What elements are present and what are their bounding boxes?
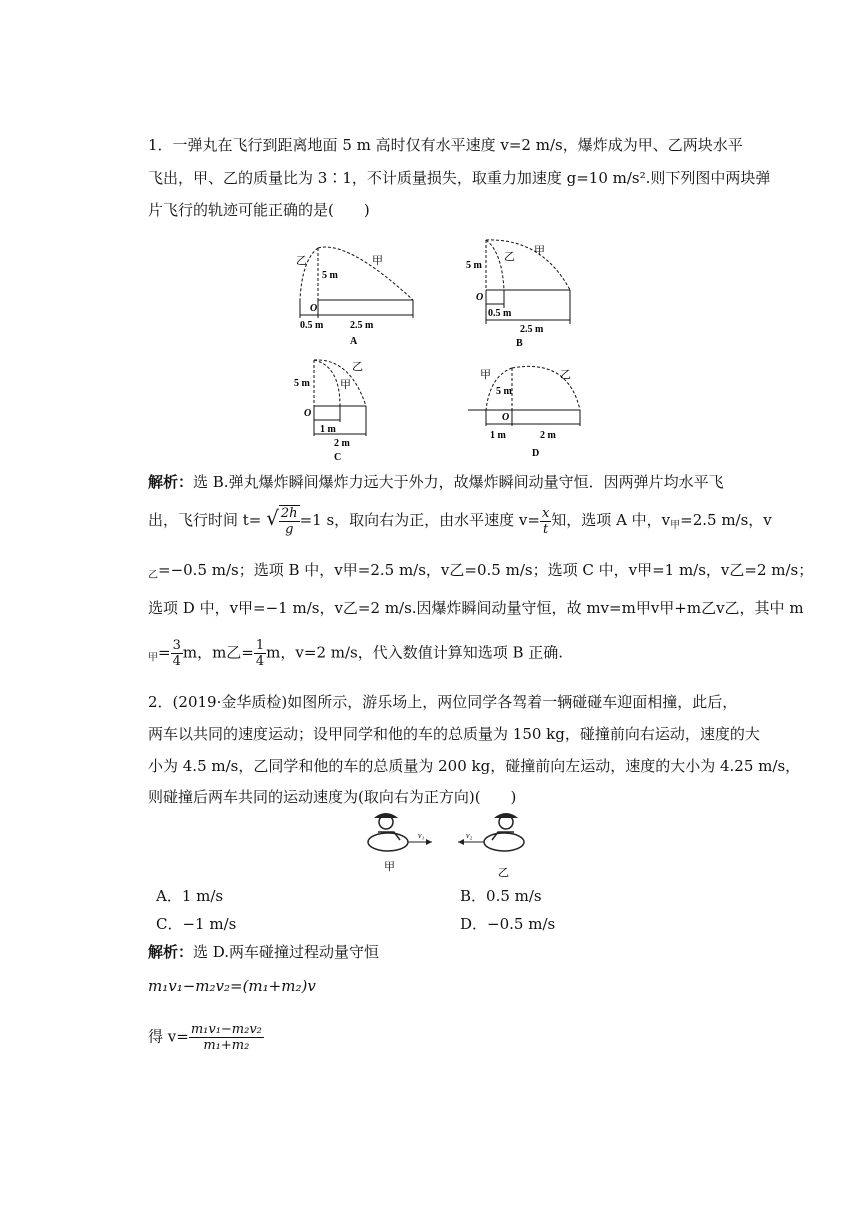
fig-d-height: 5 m [496,386,512,397]
q2-text-line-4: 则碰撞后两车共同的运动速度为(取向右为正方向)( ) [148,788,517,806]
q1-analysis-line-5: $_甲$= $\frac{3}{4}$ m，m乙= $\frac{1}{4}$ m，v=2 m/s，代入数值计算知选项 B 正确. [148,638,564,669]
q1-analysis-text-2c: 知，选项 A 中，v [551,511,671,529]
q2-analysis-text-3: 得 v= [148,1027,189,1046]
fig-c-height: 5 m [294,378,310,389]
fig-d-caption: D [532,448,540,459]
v1-label: v₁ [418,831,425,840]
fraction-denominator: m₁+m₂ [203,1038,250,1053]
q1-analysis-text-1: 选 B.弹丸爆炸瞬间爆炸力远大于外力，故爆炸瞬间动量守恒．因两弹片均水平飞 [193,473,724,491]
q2-analysis-equation: m₁v₁−m₂v₂=(m₁+m₂)v [148,977,316,995]
option-b[interactable]: B．0.5 m/s [460,887,542,905]
fraction-numerator: m₁v₁−m₂v₂ [190,1022,262,1037]
fig-b-jia: 甲 [534,245,545,257]
fig-b-origin: O [476,292,484,303]
q1-analysis-text-5b: m，v=2 m/s，代入数值计算知选项 B 正确. [266,643,564,662]
fig-d-origin: O [502,412,510,423]
fig-c-d2: 2 m [334,438,350,449]
q2-text-line-3: 小为 4.5 m/s，乙同学和他的车的总质量为 200 kg，碰撞前向左运动，速度的大小为 4.25 m/s， [148,757,801,775]
fraction-3-4: $\frac{3}{4}$ [172,638,181,669]
fig-b-d1: 0.5 m [488,308,512,319]
option-d[interactable]: D．−0.5 m/s [460,915,556,933]
q2-text-line-1: 2．(2019·金华质检)如图所示，游乐场上，两位同学各驾着一辆碰碰车迎面相撞，此后， [148,693,738,711]
q1-analysis-text-2a: 出，飞行时间 t= [148,511,262,529]
option-c[interactable]: C．−1 m/s [156,915,237,933]
fraction-result [189,1022,264,1053]
fraction-x-over-t: $\frac{x}{t}$ [541,505,550,537]
q1-analysis-text-2b: =1 s，取向右为正，由水平速度 v= [299,511,540,529]
fig-a-yi: 乙 [296,255,307,267]
analysis-label: 解析： [148,473,194,491]
v2-label: v₂ [466,831,473,840]
q1-analysis-line-4: 选项 D 中，v甲=−1 m/s，v乙=2 m/s.因爆炸瞬间动量守恒，故 mv=m甲v甲+m乙v乙，其中 m [148,599,804,617]
person-jia-icon [368,813,408,851]
q2-analysis-line-1 [148,942,379,962]
fig-c-jia: 甲 [340,379,351,391]
q1-text-line-1: 1．一弹丸在飞行到距离地面 5 m 高时仅有水平速度 v=2 m/s，爆炸成为甲、乙两块水平 [148,136,743,154]
q1-analysis-text-2d: =2.5 m/s，v [680,511,772,529]
option-a[interactable]: A．1 m/s [156,887,224,905]
q1-analysis-line-1 [148,472,724,492]
q1-analysis-line-2: 出，飞行时间 t= √ $\frac{2h}{g}$ =1 s，取向右为正，由水平速度 v= $\frac{x}{t}$ 知，选项 A 中，$v_甲=2.5$ m/s，v [148,505,772,537]
fig-yi-label: 乙 [498,867,509,879]
q1-analysis-text-3: =−0.5 m/s；选项 B 中，v甲=2.5 m/s，v乙=0.5 m/s；选项 C 中，v甲=1 m/s，v乙=2 m/s； [158,561,814,579]
fig-b-height: 5 m [466,260,482,271]
fig-c-caption: C [334,452,342,462]
analysis-label: 解析： [148,943,194,961]
figure-a [288,240,428,348]
figure-d [468,352,608,462]
fig-a-caption: A [350,336,358,347]
fig-c-d1: 1 m [320,424,336,435]
fig-a-d1: 0.5 m [300,320,324,331]
q2-analysis-text-1: 选 D.两车碰撞过程动量守恒 [193,943,380,961]
fig-d-d1: 1 m [490,430,506,441]
q1-analysis-text-5: m，m乙= [182,643,254,662]
fig-a-jia: 甲 [372,255,383,267]
fig-jia-label: 甲 [384,861,395,873]
person-yi-icon [484,813,524,851]
fig-d-yi: 乙 [560,369,571,381]
q1-text-line-2: 飞出，甲、乙的质量比为 3∶1，不计质量损失，取重力加速度 g=10 m/s².则下列图中两块弹 [148,169,771,187]
fig-a-height: 5 m [322,270,338,281]
fig-d-d2: 2 m [540,430,556,441]
bumper-cars-figure [360,810,530,880]
figure-b [462,232,592,348]
fraction-1-4: $\frac{1}{4}$ [255,638,265,669]
fig-c-origin: O [304,408,312,419]
q2-analysis-result [148,1022,264,1053]
q2-text-line-2: 两车以共同的速度运动；设甲同学和他的车的总质量为 150 kg，碰撞前向右运动，速度的大 [148,725,760,743]
fig-b-d2: 2.5 m [520,324,544,335]
q1-analysis-line-3: $_乙$=−0.5 m/s；选项 B 中，v甲=2.5 m/s，v乙=0.5 m/s；选项 C 中，v甲=1 m/s，v乙=2 m/s； [148,561,814,581]
q1-text-line-3: 片飞行的轨迹可能正确的是( ) [148,201,370,219]
fig-a-origin: O [310,303,318,314]
sqrt-symbol: √ [266,506,279,530]
fig-d-jia: 甲 [480,369,491,381]
fraction-2h-over-g: $\frac{2h}{g}$ [280,506,298,537]
figure-c [290,352,420,462]
fig-c-yi: 乙 [352,361,363,373]
fig-b-yi: 乙 [504,251,515,263]
fig-b-caption: B [516,338,523,348]
fig-a-d2: 2.5 m [350,320,374,331]
